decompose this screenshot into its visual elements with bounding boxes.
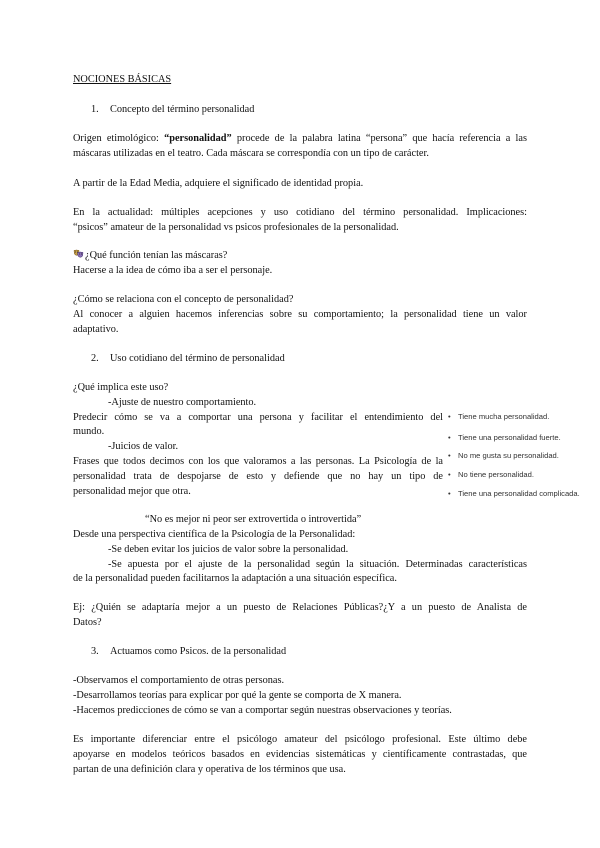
bullet-icon: •: [448, 489, 451, 498]
etymology-line1: [73, 131, 527, 147]
side-phrase: • Tiene mucha personalidad.: [448, 409, 549, 425]
side-phrase: • Tiene una personalidad complicada.: [448, 486, 580, 502]
side-phrase: • No me gusta su personalidad.: [448, 448, 559, 464]
theories-line: -Desarrollamos teorías para explicar por qué la gente se comporta de X manera.: [73, 690, 402, 701]
judgement-text-line1: Frases que todos decimos con los que valoramos a las personas. La Psicología de la: [73, 456, 443, 467]
closing-line1: Es importante diferenciar entre el psicólogo amateur del psicólogo profesional. Este último debe: [73, 734, 527, 745]
point-adjustment-line1: -Se apuesta por el ajuste de la personalidad según la situación. Determinadas características: [108, 559, 527, 570]
etymology-rest: procede de la palabra latina “persona” que hacía referencia a las: [231, 133, 527, 144]
predictions-line: -Hacemos predicciones de cómo se van a comportar según nuestras observaciones y teorías.: [73, 705, 452, 716]
point-adjustment-line2: de la personalidad pueden facilitarnos la adaptación a una situación específica.: [73, 573, 397, 584]
bullet-icon: •: [448, 412, 451, 421]
observe-line: -Observamos el comportamiento de otras personas.: [73, 675, 285, 686]
example-line1: Ej: ¿Quién se adaptaría mejor a un puesto de Relaciones Públicas?¿Y a un puesto de Analista de: [73, 602, 527, 613]
section2-number: 2.: [91, 353, 99, 364]
adjustment-item: -Ajuste de nuestro comportamiento.: [108, 397, 257, 408]
middle-ages-paragraph: A partir de la Edad Media, adquiere el significado de identidad propia.: [73, 178, 364, 189]
bullet-icon: •: [448, 470, 451, 479]
adjustment-text-line2: mundo.: [73, 426, 105, 437]
judgement-text-line3: personalidad mejor que otra.: [73, 486, 191, 497]
closing-line2: apoyarse en modelos teóricos basados en evidencias sistemáticas y científicamente contrastadas, que: [73, 749, 527, 760]
bullet-icon: •: [448, 433, 451, 442]
page-title: NOCIONES BÁSICAS: [73, 74, 172, 85]
usage-question: ¿Qué implica este uso?: [73, 382, 169, 393]
quote: “No es mejor ni peor ser extrovertida o introvertida”: [145, 514, 362, 525]
judgement-text-line2: personalidad trata de despojarse de esto y defiende que no hay un tipo de: [73, 471, 443, 482]
relation-question: ¿Cómo se relaciona con el concepto de personalidad?: [73, 294, 294, 305]
masks-question-text: ¿Qué función tenían las máscaras?: [85, 250, 228, 261]
relation-answer-line1: Al conocer a alguien hacemos inferencias sobre su comportamiento; la personalidad tiene un valor: [73, 309, 527, 320]
etymology-term: “personalidad”: [164, 133, 232, 144]
section3-number: 3.: [91, 646, 99, 657]
closing-line3: partan de una definición clara y operativa de los términos que usa.: [73, 764, 346, 775]
etymology-label: Origen etimológico:: [73, 133, 165, 144]
side-phrase: • No tiene personalidad.: [448, 467, 534, 483]
theater-masks-icon: [73, 249, 84, 259]
scientific-perspective: Desde una perspectiva científica de la Psicología de la Personalidad:: [73, 529, 356, 540]
adjustment-text-line1: Predecir cómo se va a comportar una persona y facilitar el entendimiento del: [73, 412, 443, 423]
today-line2: “psicos” amateur de la personalidad vs psicos profesionales de la personalidad.: [73, 222, 399, 233]
etymology-line2: máscaras utilizadas en el teatro. Cada máscara se correspondía con un tipo de carácter.: [73, 148, 429, 159]
section1-number: 1.: [91, 104, 99, 115]
point-avoid-judgements: -Se deben evitar los juicios de valor sobre la personalidad.: [108, 544, 349, 555]
judgement-item: -Juicios de valor.: [108, 441, 179, 452]
section1-heading: Concepto del término personalidad: [110, 104, 255, 115]
side-phrase: • Tiene una personalidad fuerte.: [448, 430, 561, 446]
section2-heading: Uso cotidiano del término de personalidad: [110, 353, 285, 364]
masks-question: [73, 248, 227, 264]
today-line1: En la actualidad: múltiples acepciones y uso cotidiano del término personalidad. Implicaciones:: [73, 207, 527, 218]
relation-answer-line2: adaptativo.: [73, 324, 119, 335]
masks-answer: Hacerse a la idea de cómo iba a ser el personaje.: [73, 265, 273, 276]
example-line2: Datos?: [73, 617, 102, 628]
bullet-icon: •: [448, 451, 451, 460]
section3-heading: Actuamos como Psicos. de la personalidad: [110, 646, 287, 657]
